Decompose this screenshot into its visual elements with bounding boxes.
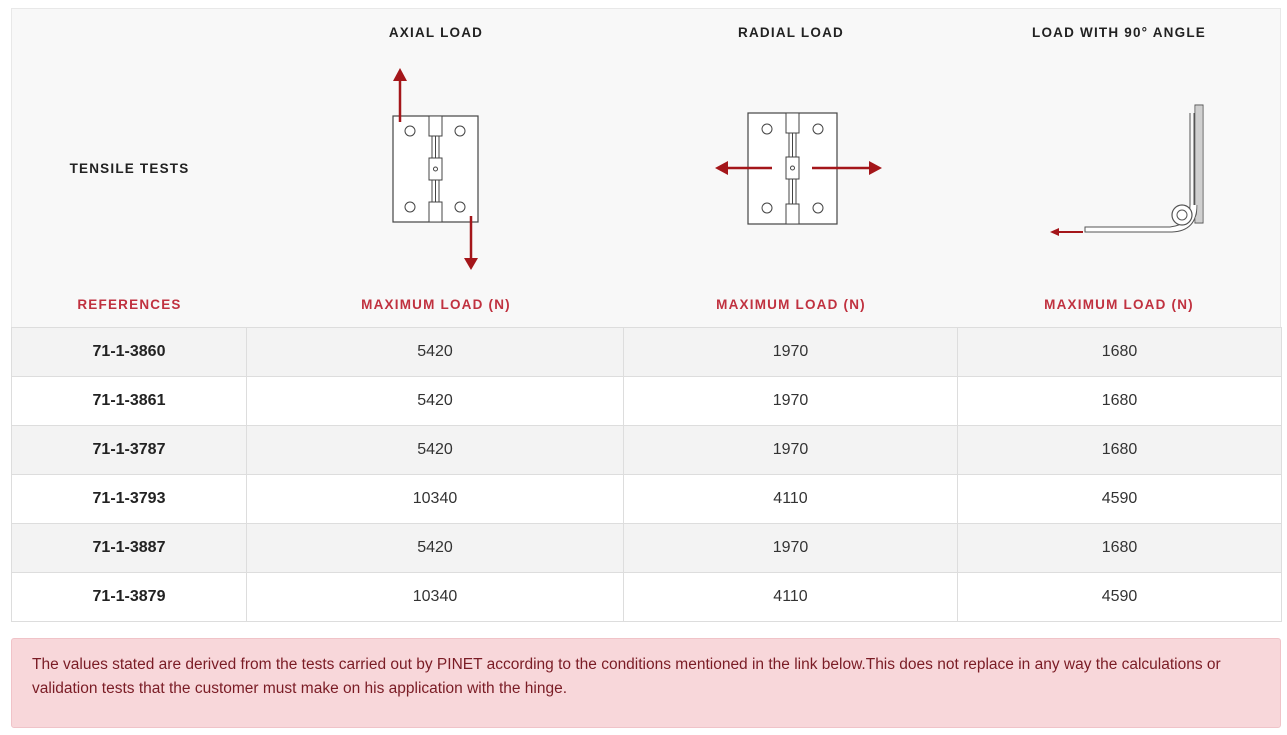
radial-value-cell: 1970	[624, 524, 958, 573]
radial-value-cell: 4110	[624, 573, 958, 622]
reference-cell: 71-1-3787	[12, 426, 247, 475]
radial-value-cell: 1970	[624, 328, 958, 377]
reference-cell: 71-1-3887	[12, 524, 247, 573]
table-row	[12, 426, 1282, 475]
references-label: REFERENCES	[77, 297, 182, 312]
axial-load-hinge-diagram-icon	[382, 64, 497, 274]
disclaimer-notice: The values stated are derived from the tests carried out by PINET according to the conditions mentioned in the link below.This does not replace in any way the calculations or validation tests that the customer must make on his application with the hinge.	[11, 638, 1281, 728]
angle-load-title: LOAD WITH 90° ANGLE	[1032, 25, 1206, 40]
reference-cell: 71-1-3860	[12, 328, 247, 377]
table-row	[12, 475, 1282, 524]
radial-max-load-label: MAXIMUM LOAD (N)	[716, 297, 866, 312]
angle-value-cell: 1680	[958, 328, 1282, 377]
axial-value-cell: 5420	[247, 328, 624, 377]
axial-value-cell: 5420	[247, 426, 624, 475]
table-row	[12, 573, 1282, 622]
radial-value-cell: 1970	[624, 377, 958, 426]
reference-cell: 71-1-3879	[12, 573, 247, 622]
table-row	[12, 328, 1282, 377]
axial-max-load-label: MAXIMUM LOAD (N)	[361, 297, 511, 312]
table-row	[12, 377, 1282, 426]
radial-value-cell: 1970	[624, 426, 958, 475]
angle-value-cell: 4590	[958, 475, 1282, 524]
tensile-tests-table	[11, 8, 1281, 622]
radial-load-title: RADIAL LOAD	[738, 25, 844, 40]
reference-cell: 71-1-3793	[12, 475, 247, 524]
angle-value-cell: 1680	[958, 524, 1282, 573]
axial-load-title: AXIAL LOAD	[388, 25, 484, 40]
axial-value-cell: 5420	[247, 377, 624, 426]
axial-value-cell: 10340	[247, 475, 624, 524]
angle-value-cell: 1680	[958, 377, 1282, 426]
axial-value-cell: 5420	[247, 524, 624, 573]
angle-value-cell: 1680	[958, 426, 1282, 475]
load-values-table	[11, 327, 1282, 622]
reference-cell: 71-1-3861	[12, 377, 247, 426]
table-header	[11, 8, 1281, 327]
radial-value-cell: 4110	[624, 475, 958, 524]
radial-load-hinge-diagram-icon	[702, 104, 897, 234]
angle-value-cell: 4590	[958, 573, 1282, 622]
tensile-tests-label: TENSILE TESTS	[69, 161, 190, 176]
angle-max-load-label: MAXIMUM LOAD (N)	[1044, 297, 1194, 312]
angle-load-hinge-diagram-icon	[1037, 99, 1222, 244]
axial-value-cell: 10340	[247, 573, 624, 622]
table-row	[12, 524, 1282, 573]
